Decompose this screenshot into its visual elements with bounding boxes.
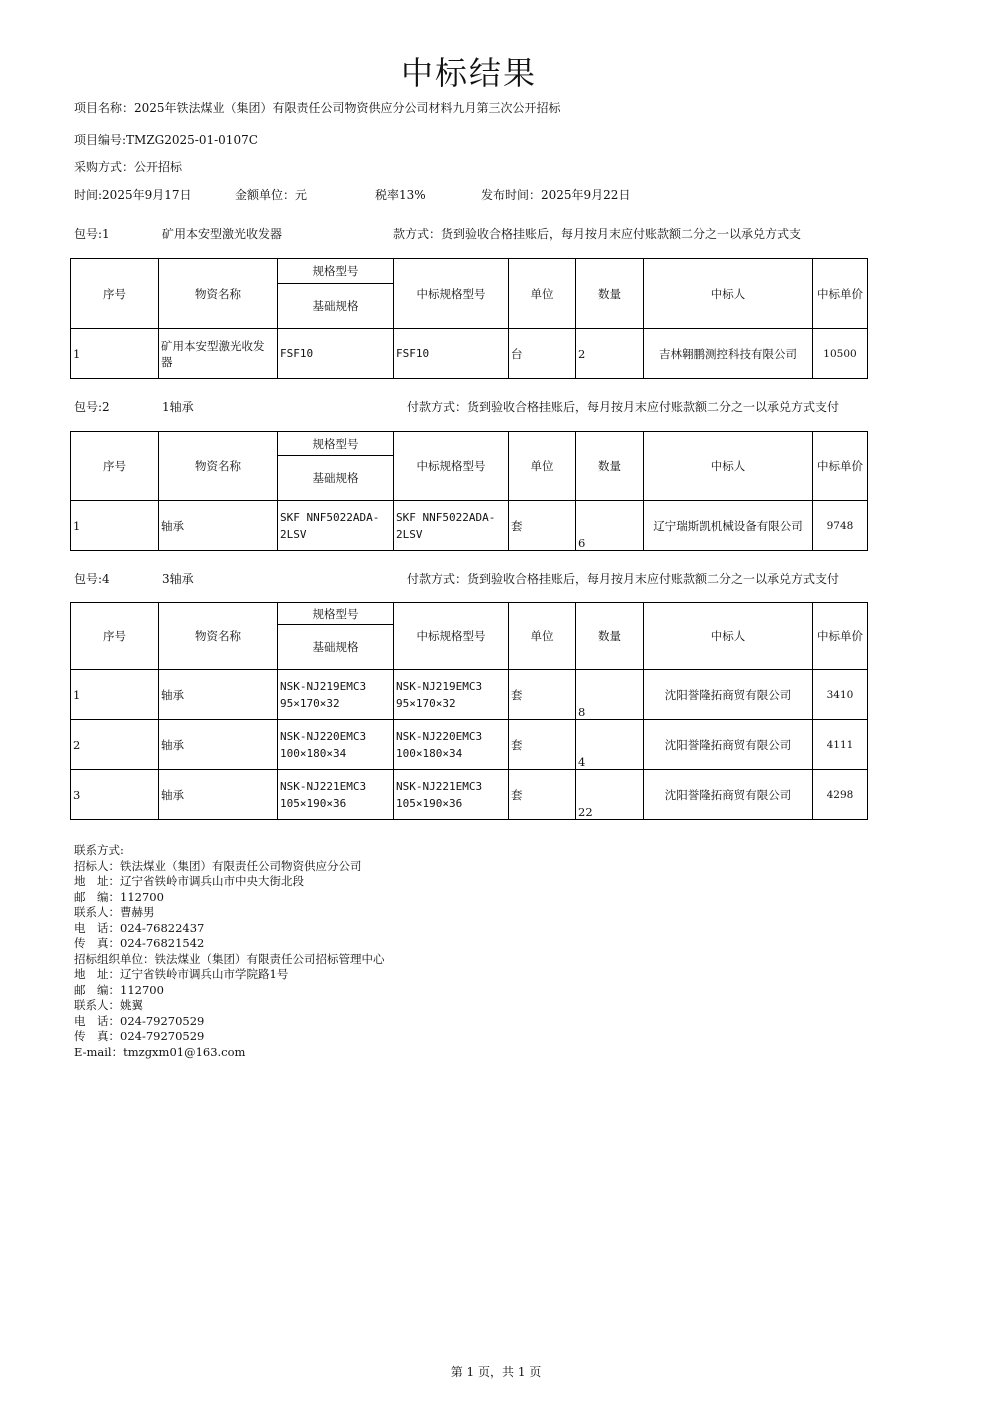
contact-line: E-mail：tmzgxm01@163.com bbox=[74, 1044, 246, 1059]
cell-win-spec: NSK-NJ220EMC3 100×180×34 bbox=[394, 720, 509, 770]
header-win-spec: 中标规格型号 bbox=[394, 432, 509, 501]
currency-unit: 金额单位：元 bbox=[235, 188, 308, 202]
header-base-spec: 基础规格 bbox=[278, 284, 394, 329]
cell-winner: 吉林翱鹏测控科技有限公司 bbox=[644, 329, 813, 379]
cell-unit: 台 bbox=[509, 329, 576, 379]
cell-base-spec: SKF NNF5022ADA-2LSV bbox=[278, 501, 394, 551]
header-base-spec: 基础规格 bbox=[278, 625, 394, 670]
cell-qty: 22 bbox=[576, 770, 644, 820]
cell-qty: 2 bbox=[576, 329, 644, 379]
publish-time: 发布时间：2025年9月22日 bbox=[481, 188, 631, 202]
cell-name: 矿用本安型激光收发器 bbox=[159, 329, 278, 379]
project-number: 项目编号:TMZG2025-01-0107C bbox=[74, 133, 258, 147]
contact-line: 邮 编：112700 bbox=[74, 982, 164, 997]
contact-line: 联系人：姚翼 bbox=[74, 998, 143, 1012]
contact-line: 招标人：铁法煤业（集团）有限责任公司物资供应分公司 bbox=[74, 858, 362, 873]
cell-base-spec: FSF10 bbox=[278, 329, 394, 379]
package-name: 矿用本安型激光收发器 bbox=[162, 227, 283, 241]
header-unit: 单位 bbox=[509, 603, 576, 670]
cell-name: 轴承 bbox=[159, 770, 278, 820]
cell-qty: 6 bbox=[576, 501, 644, 551]
header-name: 物资名称 bbox=[159, 259, 278, 329]
cell-base-spec: NSK-NJ219EMC3 95×170×32 bbox=[278, 670, 394, 720]
table-row bbox=[71, 770, 868, 820]
table-row bbox=[71, 501, 868, 551]
header-seq: 序号 bbox=[71, 432, 159, 501]
cell-winner: 沈阳誉隆拓商贸有限公司 bbox=[644, 720, 813, 770]
contact-line: 地 址：辽宁省铁岭市调兵山市中央大街北段 bbox=[74, 874, 304, 888]
cell-unit: 套 bbox=[509, 720, 576, 770]
header-unit: 单位 bbox=[509, 432, 576, 501]
contact-block bbox=[74, 843, 385, 1060]
header-winner: 中标人 bbox=[644, 603, 813, 670]
contact-line: 电 话：024-79270529 bbox=[74, 1013, 205, 1028]
header-qty: 数量 bbox=[576, 432, 644, 501]
contact-line: 传 真：024-76821542 bbox=[74, 936, 205, 950]
cell-price: 4298 bbox=[813, 770, 868, 820]
cell-winner: 沈阳誉隆拓商贸有限公司 bbox=[644, 770, 813, 820]
cell-seq: 1 bbox=[71, 670, 159, 720]
bid-time: 时间:2025年9月17日 bbox=[74, 188, 192, 202]
cell-seq: 2 bbox=[71, 720, 159, 770]
cell-win-spec: SKF NNF5022ADA-2LSV bbox=[394, 501, 509, 551]
header-qty: 数量 bbox=[576, 603, 644, 670]
cell-unit: 套 bbox=[509, 770, 576, 820]
cell-win-spec: NSK-NJ219EMC3 95×170×32 bbox=[394, 670, 509, 720]
header-base-spec: 基础规格 bbox=[278, 456, 394, 501]
cell-qty: 4 bbox=[576, 720, 644, 770]
header-price: 中标单价 bbox=[813, 603, 868, 670]
project-name: 项目名称：2025年铁法煤业（集团）有限责任公司物资供应分公司材料九月第三次公开招标 bbox=[74, 101, 561, 115]
cell-price: 9748 bbox=[813, 501, 868, 551]
table-row bbox=[71, 329, 868, 379]
cell-seq: 1 bbox=[71, 501, 159, 551]
cell-name: 轴承 bbox=[159, 501, 278, 551]
contact-line: 联系人：曹赫男 bbox=[74, 905, 155, 919]
cell-price: 10500 bbox=[813, 329, 868, 379]
header-winner: 中标人 bbox=[644, 259, 813, 329]
cell-price: 4111 bbox=[813, 720, 868, 770]
award-table bbox=[70, 431, 868, 551]
cell-name: 轴承 bbox=[159, 720, 278, 770]
cell-winner: 辽宁瑞斯凯机械设备有限公司 bbox=[644, 501, 813, 551]
header-name: 物资名称 bbox=[159, 603, 278, 670]
purchase-method: 采购方式：公开招标 bbox=[74, 160, 183, 174]
page-title: 中标结果 bbox=[400, 54, 537, 92]
package-label: 包号:2 bbox=[74, 400, 110, 414]
header-spec-group: 规格型号 bbox=[278, 259, 394, 284]
cell-base-spec: NSK-NJ221EMC3 105×190×36 bbox=[278, 770, 394, 820]
cell-win-spec: NSK-NJ221EMC3 105×190×36 bbox=[394, 770, 509, 820]
header-seq: 序号 bbox=[71, 259, 159, 329]
header-price: 中标单价 bbox=[813, 432, 868, 501]
cell-unit: 套 bbox=[509, 670, 576, 720]
payment-terms: 付款方式：货到验收合格挂账后，每月按月末应付账款额二分之一以承兑方式支付 bbox=[407, 400, 840, 414]
cell-seq: 3 bbox=[71, 770, 159, 820]
cell-seq: 1 bbox=[71, 329, 159, 379]
payment-terms: 款方式：货到验收合格挂账后，每月按月末应付账款额二分之一以承兑方式支 bbox=[393, 227, 802, 241]
header-price: 中标单价 bbox=[813, 259, 868, 329]
contact-line: 传 真：024-79270529 bbox=[74, 1029, 205, 1043]
cell-winner: 沈阳誉隆拓商贸有限公司 bbox=[644, 670, 813, 720]
header-win-spec: 中标规格型号 bbox=[394, 603, 509, 670]
package-label: 包号:4 bbox=[74, 572, 110, 586]
tax-rate: 税率13% bbox=[375, 188, 426, 202]
header-seq: 序号 bbox=[71, 603, 159, 670]
cell-base-spec: NSK-NJ220EMC3 100×180×34 bbox=[278, 720, 394, 770]
package-name: 3轴承 bbox=[162, 572, 194, 586]
header-spec-group: 规格型号 bbox=[278, 603, 394, 625]
header-qty: 数量 bbox=[576, 259, 644, 329]
cell-name: 轴承 bbox=[159, 670, 278, 720]
cell-price: 3410 bbox=[813, 670, 868, 720]
table-row bbox=[71, 720, 868, 770]
contact-line: 招标组织单位：铁法煤业（集团）有限责任公司招标管理中心 bbox=[74, 951, 385, 966]
award-table bbox=[70, 258, 868, 379]
header-spec-group: 规格型号 bbox=[278, 432, 394, 456]
package-label: 包号:1 bbox=[74, 227, 110, 241]
header-name: 物资名称 bbox=[159, 432, 278, 501]
header-win-spec: 中标规格型号 bbox=[394, 259, 509, 329]
payment-terms: 付款方式：货到验收合格挂账后，每月按月末应付账款额二分之一以承兑方式支付 bbox=[407, 572, 840, 586]
contact-line: 地 址：辽宁省铁岭市调兵山市学院路1号 bbox=[74, 967, 289, 981]
header-unit: 单位 bbox=[509, 259, 576, 329]
contact-heading: 联系方式: bbox=[74, 843, 124, 857]
cell-qty: 8 bbox=[576, 670, 644, 720]
header-winner: 中标人 bbox=[644, 432, 813, 501]
table-row bbox=[71, 670, 868, 720]
contact-line: 邮 编：112700 bbox=[74, 889, 164, 904]
cell-unit: 套 bbox=[509, 501, 576, 551]
cell-win-spec: FSF10 bbox=[394, 329, 509, 379]
page-footer: 第 1 页，共 1 页 bbox=[450, 1365, 542, 1379]
contact-line: 电 话：024-76822437 bbox=[74, 920, 205, 935]
award-table bbox=[70, 602, 868, 820]
package-name: 1轴承 bbox=[162, 400, 194, 414]
time-line bbox=[74, 186, 630, 203]
